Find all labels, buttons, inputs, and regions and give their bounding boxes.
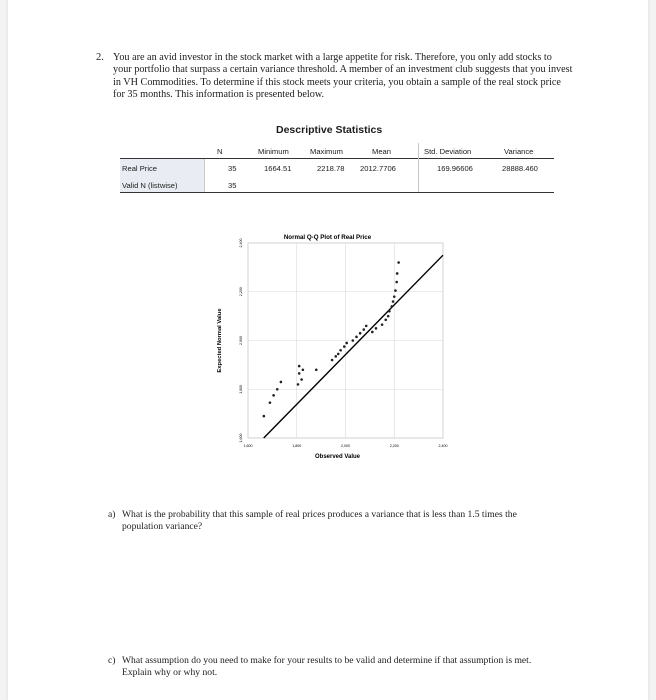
data-point	[359, 332, 362, 335]
data-point	[365, 325, 368, 328]
cell-n: 35	[228, 164, 237, 173]
cell-valid-n: 35	[228, 181, 237, 190]
row-label-real-price: Real Price	[122, 164, 158, 173]
x-tick-label: 2,200	[389, 444, 399, 448]
cell-std-deviation: 169.96606	[437, 164, 473, 173]
data-point	[394, 289, 397, 292]
data-point	[396, 272, 399, 275]
row-label-valid-n: Valid N (listwise)	[122, 181, 178, 190]
y-tick-label: 1,800	[239, 384, 243, 394]
data-point	[393, 295, 396, 298]
subquestion-a-label: a)	[108, 509, 116, 520]
table-divider	[418, 143, 419, 192]
question-number: 2.	[96, 52, 104, 63]
data-point	[337, 353, 340, 356]
x-axis-label: Observed Value	[314, 454, 361, 460]
data-point	[387, 315, 390, 318]
y-tick-label: 2,000	[239, 336, 243, 345]
subquestion-c-label: c)	[108, 655, 116, 666]
cell-variance: 28888.460	[502, 164, 538, 173]
y-tick-label: 2,200	[239, 287, 243, 297]
x-tick-label: 2,400	[438, 444, 448, 448]
data-point	[392, 300, 395, 303]
data-point	[339, 349, 342, 352]
data-point	[272, 394, 275, 397]
cell-maximum: 2218.78	[317, 164, 345, 173]
subquestion-a-text: What is the probability that this sample of real prices produces a variance that is less than 1.5 times the population variance?	[122, 509, 517, 532]
chart-title: Normal Q-Q Plot of Real Price	[283, 234, 372, 241]
header-minimum: Minimum	[258, 147, 289, 156]
data-point	[302, 368, 305, 371]
cell-mean: 2012.7706	[360, 164, 396, 173]
document-page	[8, 0, 648, 700]
data-point	[297, 383, 300, 386]
data-point	[298, 372, 301, 375]
data-point	[269, 401, 272, 404]
subquestion-c-text: What assumption do you need to make for your results to be valid and determine if that assumption is met. Explain why or why not.	[122, 655, 532, 678]
data-point	[355, 336, 358, 339]
data-point	[388, 310, 391, 313]
header-maximum: Maximum	[310, 147, 343, 156]
question-text: You are an avid investor in the stock market with a large appetite for risk. Therefore, you only add stocks to your portfolio that surpass a certain variance threshold. A member of an investment club suggests that you invest in VH Commodities. To determine if this stock meets your criteria, you obtain a sample of the real stock price for 35 months. This information is presented below.	[113, 52, 573, 101]
data-point	[300, 378, 303, 381]
data-point	[334, 355, 337, 358]
header-std-deviation: Std. Deviation	[424, 147, 472, 156]
stats-table-title: Descriptive Statistics	[276, 124, 383, 136]
data-point	[298, 365, 301, 368]
header-variance: Variance	[504, 147, 534, 156]
data-point	[280, 381, 283, 384]
data-point	[381, 323, 384, 326]
x-tick-label: 1,800	[292, 444, 302, 448]
data-point	[362, 328, 365, 331]
y-axis-label: Expected Normal Value	[217, 308, 223, 373]
data-point	[345, 342, 348, 345]
data-point	[395, 281, 398, 284]
header-mean: Mean	[372, 147, 391, 156]
data-point	[263, 415, 266, 418]
cell-minimum: 1664.51	[264, 164, 292, 173]
data-point	[276, 388, 279, 391]
data-point	[375, 327, 378, 330]
data-point	[331, 359, 334, 362]
y-tick-label: 2,400	[239, 238, 243, 248]
data-point	[391, 305, 394, 308]
data-point	[343, 345, 346, 348]
x-tick-label: 2,000	[341, 444, 350, 448]
header-n: N	[217, 147, 223, 156]
subquestion-a	[108, 509, 568, 535]
data-point	[384, 318, 387, 321]
data-point	[352, 339, 355, 342]
data-point	[315, 368, 318, 371]
qq-plot	[208, 225, 468, 470]
table-divider	[204, 159, 205, 192]
subquestion-c	[108, 655, 568, 681]
data-point	[397, 261, 400, 264]
table-bottom-rule	[120, 192, 554, 193]
x-tick-label: 1,600	[243, 444, 253, 448]
data-point	[371, 331, 374, 334]
y-tick-label: 1,600	[239, 433, 243, 443]
qq-plot-svg	[208, 225, 468, 470]
